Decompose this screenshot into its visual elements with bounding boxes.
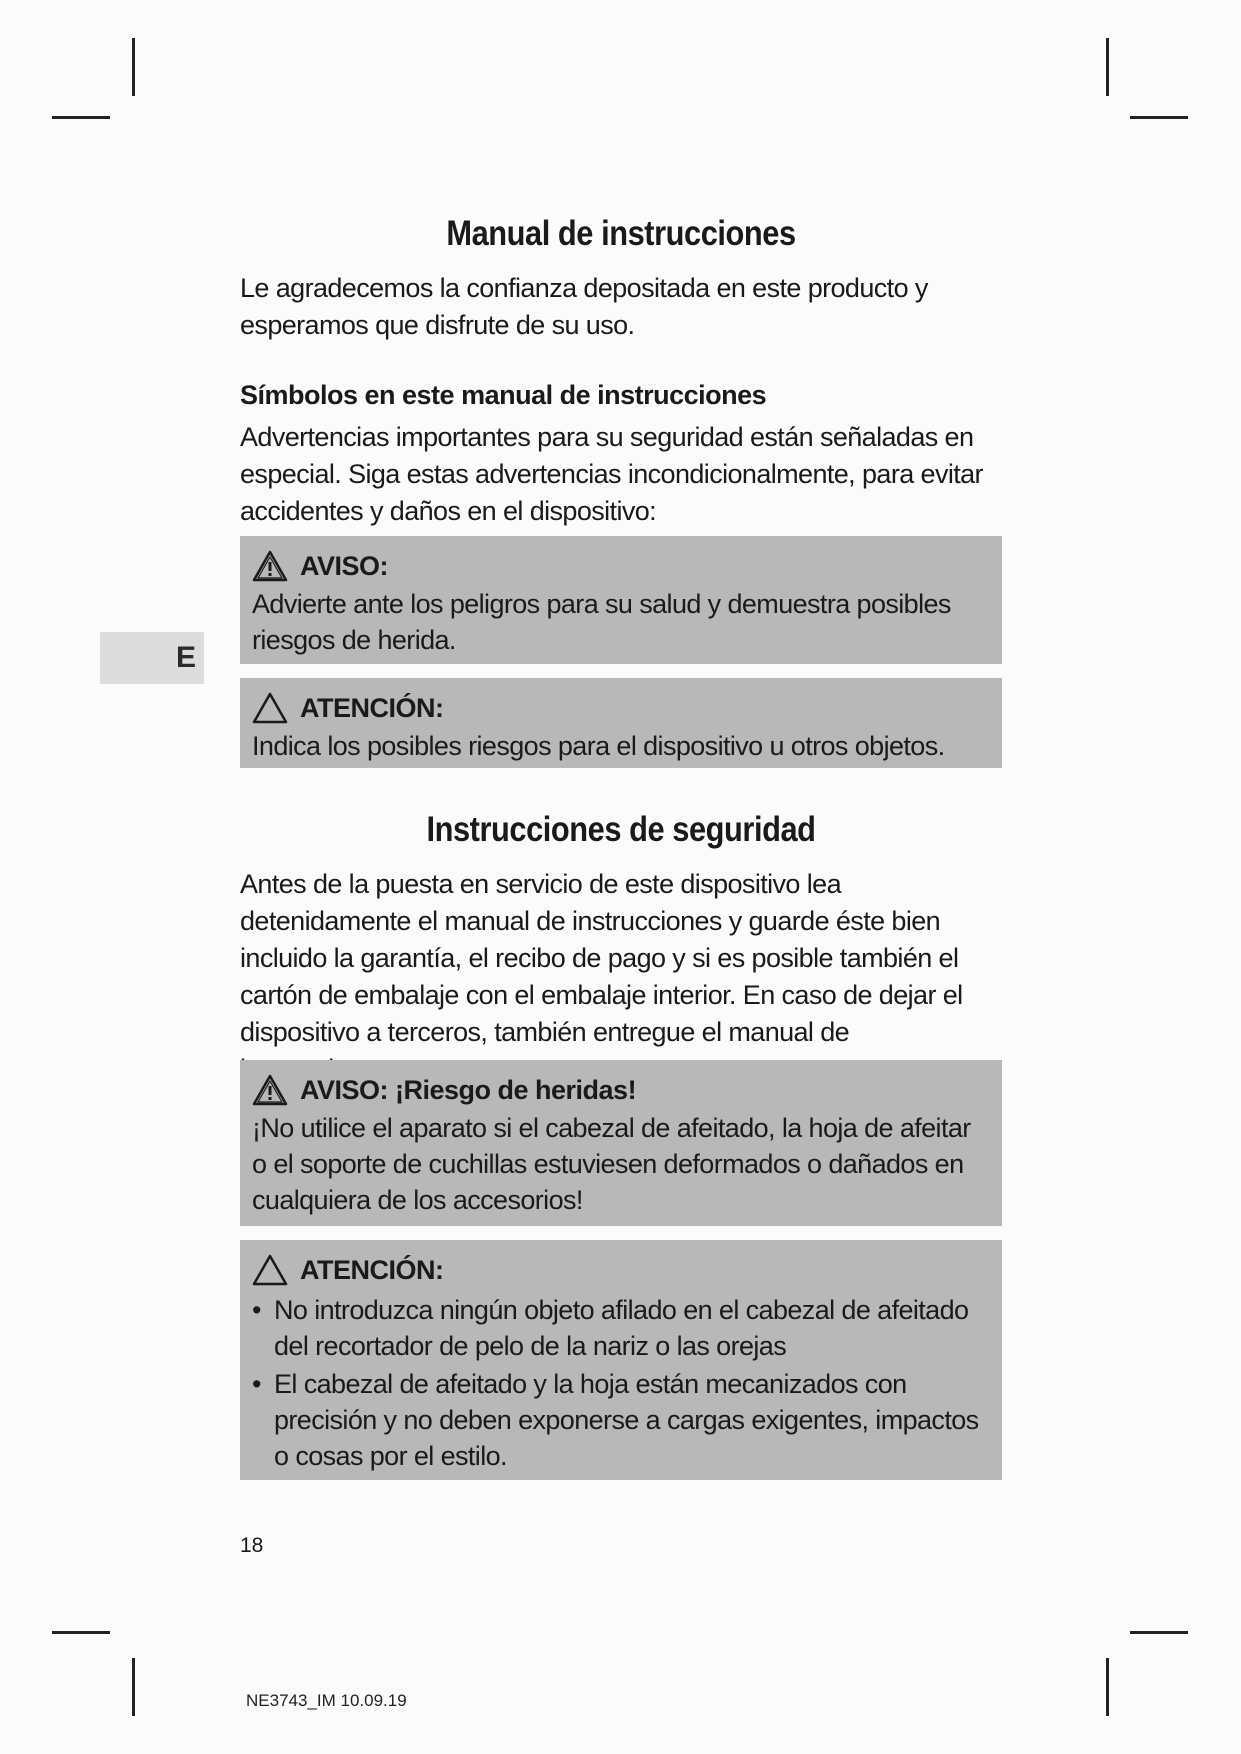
crop-mark-bottom-right-vertical	[1106, 1658, 1109, 1716]
crop-mark-bottom-left-vertical	[132, 1658, 135, 1716]
list-item	[252, 1292, 990, 1364]
crop-mark-bottom-right-horizontal	[1130, 1631, 1188, 1634]
warning-box	[240, 536, 1002, 664]
caution-icon	[252, 1254, 288, 1286]
crop-mark-top-left-horizontal	[52, 116, 110, 119]
symbols-heading: Símbolos en este manual de instrucciones	[240, 380, 767, 410]
crop-mark-top-right-horizontal	[1130, 116, 1188, 119]
bullet-icon: •	[252, 1295, 261, 1325]
manual-intro: Le agradecemos la confianza depositada en este producto y esperamos que disfrute de su uso.	[240, 273, 928, 340]
warning-box-title: AVISO:	[300, 550, 389, 581]
language-tab	[100, 632, 204, 684]
safety-caution-box	[240, 1240, 1002, 1480]
caution-icon	[252, 692, 288, 724]
safety-caution-box-title: ATENCIÓN:	[300, 1254, 444, 1285]
crop-mark-top-left-vertical	[132, 38, 135, 96]
caution-box-text: Indica los posibles riesgos para el dispositivo u otros objetos.	[252, 731, 945, 761]
safety-intro: Antes de la puesta en servicio de este dispositivo lea detenidamente el manual de instrucciones y guarde éste bien incluido la garantía, el recibo de pago y si es posible también el cartón de embalaje con el embalaje interior. En caso de dejar el dispositivo a terceros, también entregue el manual de	[240, 869, 963, 1047]
warning-box-header	[252, 546, 990, 586]
warning-box-text: Advierte ante los peligros para su salud y demuestra posibles riesgos de herida.	[252, 589, 951, 655]
safety-warning-box-text: ¡No utilice el aparato si el cabezal de afeitado, la hoja de afeitar o el soporte de cuchillas estuviesen deformados o dañados en cualquiera de los accesorios!	[252, 1113, 971, 1215]
warning-icon	[252, 1074, 288, 1106]
safety-title: Instrucciones de seguridad	[426, 810, 816, 849]
bullet-icon: •	[252, 1369, 261, 1399]
language-tab-label: E	[175, 641, 196, 674]
page-number: 18	[240, 1534, 264, 1557]
manual-title: Manual de instrucciones	[446, 214, 796, 253]
symbols-text: Advertencias importantes para su seguridad están señaladas en especial. Siga estas advertencias incondicionalmente, para evitar accidentes y daños en el dispositivo:	[240, 422, 983, 526]
safety-warning-box-header	[252, 1070, 990, 1110]
caution-box	[240, 678, 1002, 768]
warning-icon	[252, 550, 288, 582]
safety-warning-box	[240, 1060, 1002, 1226]
caution-box-header	[252, 688, 990, 728]
list-item	[252, 1366, 990, 1474]
safety-caution-box-header	[252, 1250, 990, 1290]
crop-mark-bottom-left-horizontal	[52, 1631, 110, 1634]
caution-box-title: ATENCIÓN:	[300, 692, 444, 723]
crop-mark-top-right-vertical	[1106, 38, 1109, 96]
list-item-text: No introduzca ningún objeto afilado en el cabezal de afeitado del recortador de pelo de la nariz o las orejas	[274, 1295, 969, 1361]
safety-warning-box-title: AVISO: ¡Riesgo de heridas!	[300, 1074, 637, 1105]
footer-code: NE3743_IM 10.09.19	[246, 1691, 407, 1710]
list-item-text: El cabezal de afeitado y la hoja están mecanizados con precisión y no deben exponerse a cargas exigentes, impactos o cosas por el estilo.	[274, 1369, 979, 1471]
